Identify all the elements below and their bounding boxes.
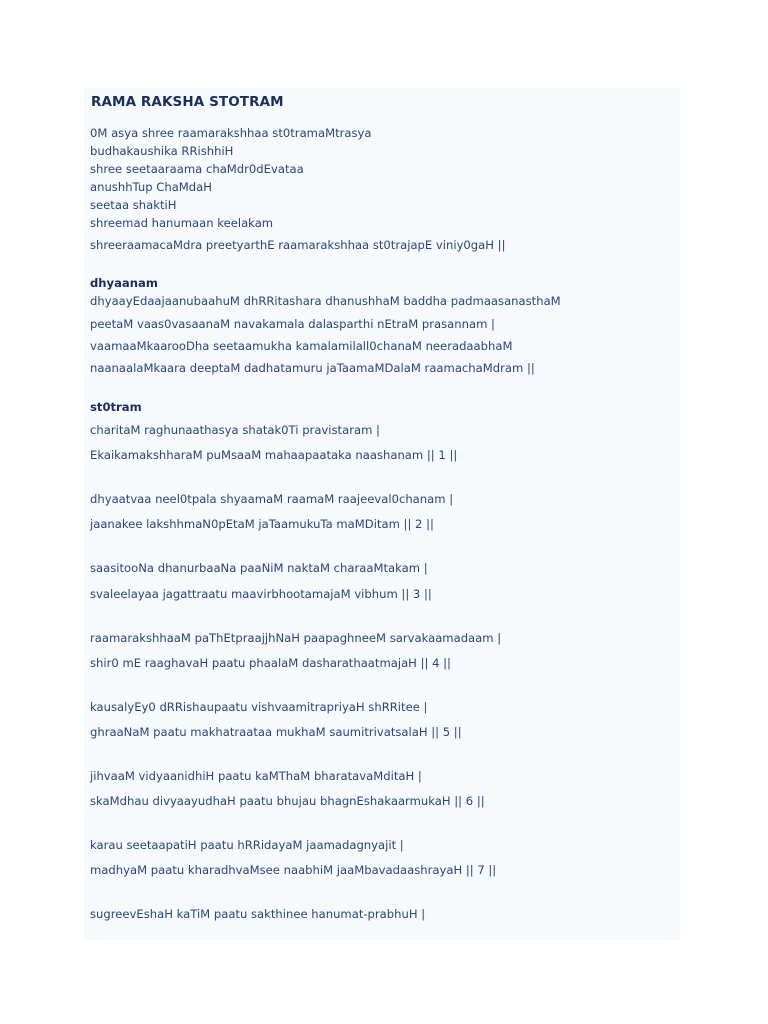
verse-line: saasitooNa dhanurbaaNa paaNiM naktaM charaaMtakam | [90,561,428,575]
verse-line: ghraaNaM paatu makhatraataa mukhaM saumitrivatsalaH || 5 || [90,725,462,739]
section-heading-stotram: st0tram [90,400,142,414]
intro-line: anushhTup ChaMdaH [90,180,212,194]
verse-line: madhyaM paatu kharadhvaMsee naabhiM jaaMbavadaashrayaH || 7 || [90,863,497,877]
intro-line: shree seetaaraama chaMdr0dEvataa [90,162,304,176]
intro-line: 0M asya shree raamarakshhaa st0tramaMtrasya [90,126,372,140]
document-title: RAMA RAKSHA STOTRAM [91,94,284,110]
verse-line: sugreevEshaH kaTiM paatu sakthinee hanumat-prabhuH | [90,907,426,921]
verse-line: jihvaaM vidyaanidhiH paatu kaMThaM bharatavaMditaH | [90,769,422,783]
document-page [84,88,680,940]
intro-line: budhakaushika RRishhiH [90,144,234,158]
verse-line: EkaikamakshharaM puMsaaM mahaapaataka naashanam || 1 || [90,448,458,462]
dhyaanam-line: dhyaayEdaajaanubaahuM dhRRitashara dhanushhaM baddha padmaasanasthaM [90,294,561,308]
section-heading-dhyaanam: dhyaanam [90,276,158,290]
verse-line: charitaM raghunaathasya shatak0Ti pravistaram | [90,423,380,437]
verse-line: karau seetaapatiH paatu hRRidayaM jaamadagnyajit | [90,838,404,852]
intro-line: seetaa shaktiH [90,198,177,212]
intro-line: shreeraamacaMdra preetyarthE raamarakshhaa st0trajapE viniy0gaH || [90,238,506,252]
verse-line: raamarakshhaaM paThEtpraajjhNaH paapaghneeM sarvakaamadaam | [90,631,502,645]
verse-line: svaleelayaa jagattraatu maavirbhootamajaM vibhum || 3 || [90,587,432,601]
intro-line: shreemad hanumaan keelakam [90,216,274,230]
verse-line: skaMdhau divyaayudhaH paatu bhujau bhagnEshakaarmukaH || 6 || [90,794,485,808]
dhyaanam-line: vaamaaMkaarooDha seetaamukha kamalamilall0chanaM neeradaabhaM [90,339,513,353]
verse-line: dhyaatvaa neel0tpala shyaamaM raamaM raajeeval0chanam | [90,492,454,506]
verse-line: shir0 mE raaghavaH paatu phaalaM dasharathaatmajaH || 4 || [90,656,451,670]
verse-line: jaanakee lakshhmaN0pEtaM jaTaamukuTa maMDitam || 2 || [90,517,434,531]
dhyaanam-line: peetaM vaas0vasaanaM navakamala dalasparthi nEtraM prasannam | [90,317,495,331]
verse-line: kausalyEy0 dRRishaupaatu vishvaamitrapriyaH shRRitee | [90,700,428,714]
dhyaanam-line: naanaalaMkaara deeptaM dadhatamuru jaTaamaMDalaM raamachaMdram || [90,361,535,375]
